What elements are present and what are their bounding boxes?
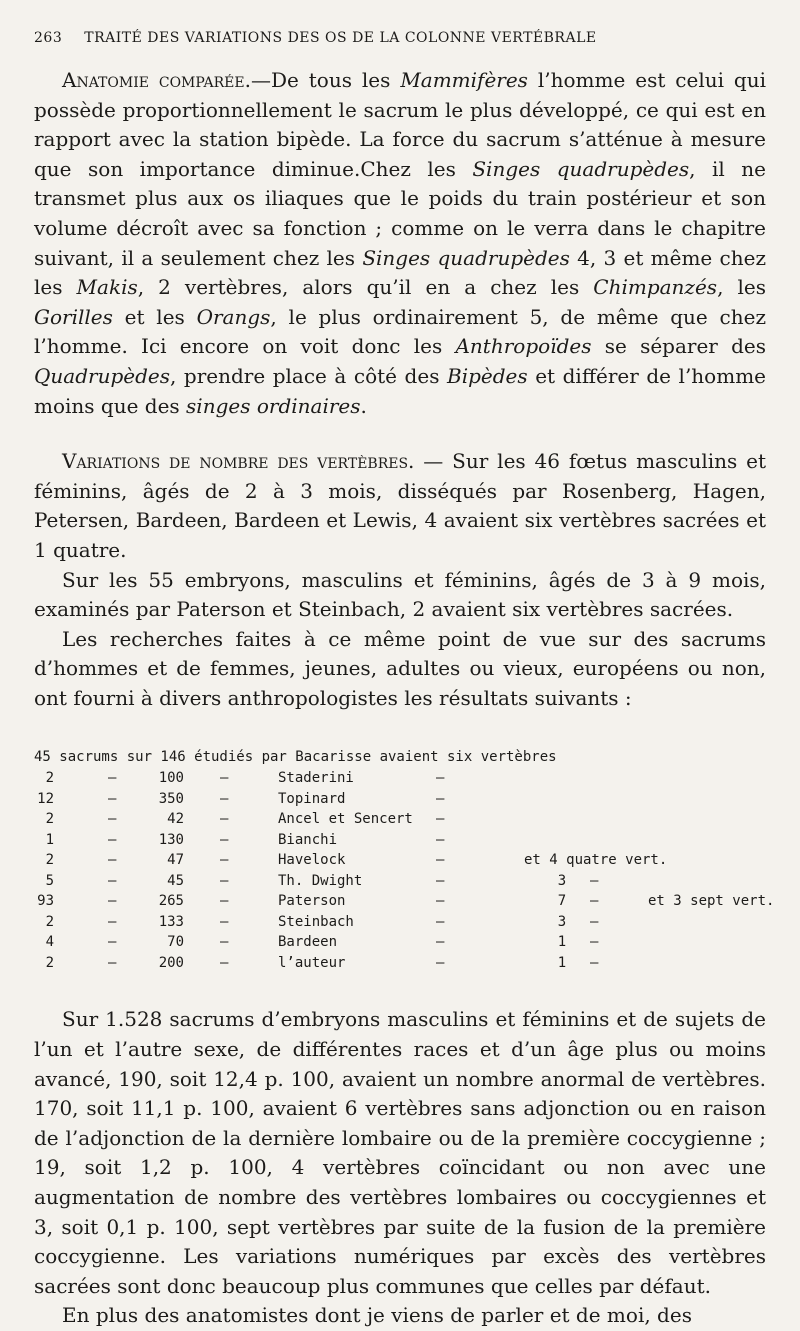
- paragraph-embryos: Sur les 55 embryons, masculins et féminins, âgés de 3 à 9 mois, examinés par Paterson et Steinbach, 2 avaient six vertèbres sacrées.: [34, 567, 766, 622]
- table-row: [34, 832, 766, 853]
- ditto-dash: —: [108, 852, 117, 869]
- paragraph-number-variations: Variations de nombre des vertèbres. — Sur les 46 fœtus masculins et féminins, âgés de 2 à 3 mois, disséqués par Rosenberg, Hagen, Petersen, Bardeen, Bardeen et Lewis, 4 avaient six vertèbres sacrées et 1 quatre.: [34, 449, 767, 562]
- section-lead: Variations de nombre des vertèbres.: [62, 449, 415, 474]
- row-author: l’auteur: [278, 954, 346, 971]
- row-author: Topinard: [278, 790, 346, 807]
- ditto-dash: —: [108, 790, 117, 807]
- table-header-line: 45 sacrums sur 146 étudiés par Bacarisse avaient six vertèbres: [34, 749, 557, 766]
- running-header: [34, 30, 766, 58]
- row-count: 2: [45, 954, 54, 971]
- row-total: 265: [158, 893, 184, 910]
- page-number: 263: [34, 30, 63, 46]
- row-total: 133: [158, 913, 184, 930]
- ditto-dash: —: [220, 934, 229, 951]
- table-row: [34, 873, 766, 894]
- ditto-dash: —: [436, 893, 445, 910]
- table-row: [34, 811, 766, 832]
- row-count: 2: [45, 852, 54, 869]
- table-row: [34, 955, 766, 976]
- row-extra: 7: [524, 893, 567, 910]
- ditto-dash: —: [108, 893, 117, 910]
- ditto-dash: —: [108, 913, 117, 930]
- row-count: 2: [45, 913, 54, 930]
- ditto-dash: —: [108, 872, 117, 889]
- paragraph-summary: Sur 1.528 sacrums d’embryons masculins et féminins et de sujets de l’un et l’autre sexe, de différentes races et d’un âge plus ou moins avancé, 190, soit 12,4 p. 100, avaient un nombre anormal de vertèbres. 170, soit 11,1 p. 100, avaient 6 vertèbres sans adjonction ou en raison de l’adjonction de la dernière lombaire ou de la première coccygienne ; 19, soit 1,2 p. 100, 4 vertèbres coïncidant ou non avec une augmentation de nombre des vertèbres lombaires ou coccygiennes et 3, soit 0,1 p. 100, sept vertèbres par suite de la fusion de la première coccygienne. Les variations numériques par excès des vertèbres sacrées sont donc beaucoup plus communes que celles par défaut.: [34, 1007, 766, 1298]
- row-extra-2: et 3 sept vert.: [648, 893, 775, 910]
- ditto-dash: —: [436, 831, 445, 848]
- ditto-dash: —: [108, 831, 117, 848]
- table-row: [34, 770, 766, 791]
- row-author: Havelock: [278, 852, 346, 869]
- row-count: 93: [37, 893, 54, 910]
- row-total: 47: [167, 852, 184, 869]
- table-row: [34, 914, 766, 935]
- row-total: 42: [167, 811, 184, 828]
- ditto-dash: —: [590, 893, 599, 910]
- row-extra: et 4 quatre vert.: [524, 852, 668, 869]
- row-count: 5: [45, 872, 54, 889]
- row-total: 45: [167, 872, 184, 889]
- sacrum-results-table: [34, 749, 775, 979]
- ditto-dash: —: [590, 954, 599, 971]
- running-title: TRAITÉ DES VARIATIONS DES OS DE LA COLONNE VERTÉBRALE: [84, 30, 597, 46]
- row-total: 70: [167, 934, 184, 951]
- row-extra: 1: [524, 934, 567, 951]
- ditto-dash: —: [436, 913, 445, 930]
- row-author: Staderini: [278, 770, 354, 787]
- row-count: 12: [37, 790, 54, 807]
- ditto-dash: —: [220, 770, 229, 787]
- ditto-dash: —: [436, 872, 445, 889]
- ditto-dash: —: [220, 893, 229, 910]
- ditto-dash: —: [220, 913, 229, 930]
- row-author: Steinbach: [278, 913, 354, 930]
- row-count: 4: [45, 934, 54, 951]
- table-row: [34, 934, 766, 955]
- ditto-dash: —: [108, 770, 117, 787]
- row-author: Bianchi: [278, 831, 338, 848]
- row-author: Th. Dwight: [278, 872, 363, 889]
- ditto-dash: —: [590, 913, 599, 930]
- paragraph-research: Les recherches faites à ce même point de vue sur des sacrums d’hommes et de femmes, jeunes, adultes ou vieux, européens ou non, ont fourni à divers anthropologistes les résultats suivants :: [34, 626, 766, 710]
- row-author: Paterson: [278, 893, 346, 910]
- row-count: 2: [45, 811, 54, 828]
- ditto-dash: —: [108, 954, 117, 971]
- book-page: [34, 30, 775, 1331]
- ditto-dash: —: [436, 934, 445, 951]
- ditto-dash: —: [436, 811, 445, 828]
- ditto-dash: —: [220, 852, 229, 869]
- row-extra: 3: [524, 913, 567, 930]
- row-total: 200: [158, 954, 184, 971]
- row-author: Bardeen: [278, 934, 338, 951]
- ditto-dash: —: [220, 954, 229, 971]
- table-row: [34, 893, 775, 914]
- row-author: Ancel et Sencert: [278, 811, 413, 828]
- table-row: [34, 852, 766, 873]
- ditto-dash: —: [220, 872, 229, 889]
- ditto-dash: —: [436, 790, 445, 807]
- section-lead: Anatomie comparée.: [62, 68, 251, 92]
- ditto-dash: —: [590, 934, 599, 951]
- ditto-dash: —: [436, 954, 445, 971]
- row-count: 1: [45, 831, 54, 848]
- ditto-dash: —: [108, 934, 117, 951]
- ditto-dash: —: [220, 811, 229, 828]
- row-total: 100: [158, 770, 184, 787]
- table-row: [34, 791, 766, 812]
- ditto-dash: —: [436, 852, 445, 869]
- ditto-dash: —: [108, 811, 117, 828]
- paragraph-comparative-anatomy: Anatomie comparée.—De tous les Mammifères l’homme est celui qui possède proportionnellement le sacrum le plus développé, ce qui est en rapport avec la station bipède. La force du sacrum s’atténue à mesure que son importance diminue.Chez les Singes quadrupèdes, il ne transmet plus aux os iliaques que le poids du train postérieur et son volume décroît avec sa fonction ; comme on le verra dans le chapitre suivant, il a seulement chez les Singes quadrupèdes 4, 3 et même chez les Makis, 2 vertèbres, alors qu’il en a chez les Chimpanzés, les Gorilles et les Orangs, le plus ordinairement 5, de même que chez l’homme. Ici encore on voit donc les Anthropoïdes se séparer des Quadrupèdes, prendre place à côté des Bipèdes et différer de l’homme moins que des singes ordinaires.: [34, 68, 766, 418]
- row-total: 350: [158, 790, 184, 807]
- ditto-dash: —: [220, 790, 229, 807]
- ditto-dash: —: [220, 831, 229, 848]
- row-extra: 3: [524, 872, 567, 889]
- row-count: 2: [45, 770, 54, 787]
- row-total: 130: [158, 831, 184, 848]
- paragraph-continuation: En plus des anatomistes dont je viens de parler et de moi, des: [62, 1303, 692, 1328]
- row-extra: 1: [524, 954, 567, 971]
- ditto-dash: —: [436, 770, 445, 787]
- ditto-dash: —: [590, 872, 599, 889]
